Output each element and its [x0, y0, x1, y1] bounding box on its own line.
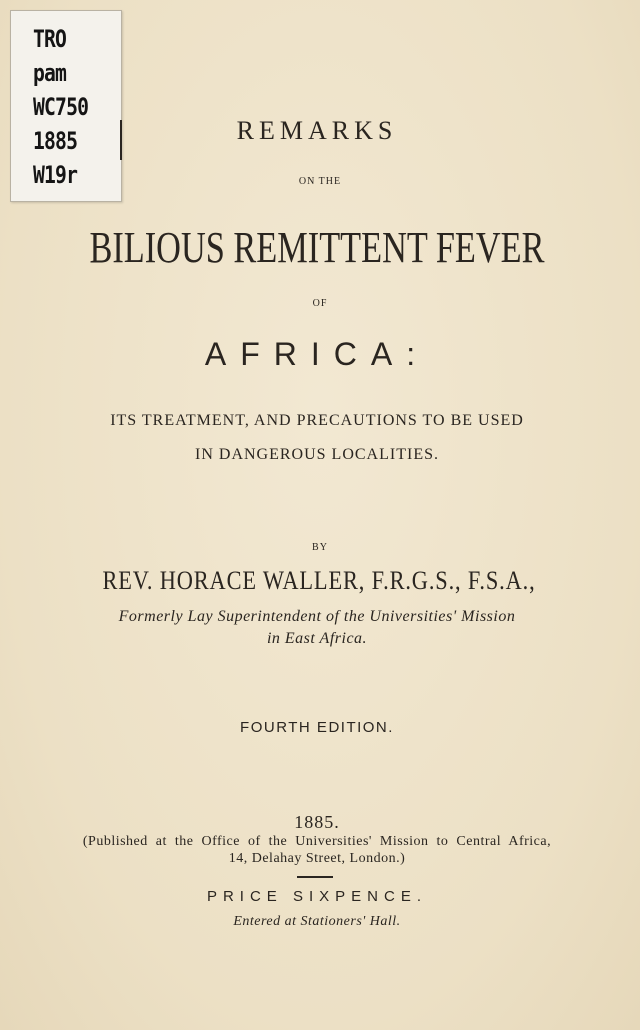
africa-heading: AFRICA: [204, 336, 430, 372]
call-number-line: TRO [33, 25, 67, 53]
remarks-heading: REMARKS [236, 116, 398, 145]
call-number-line: 1885 [33, 127, 78, 155]
call-number-line: W19r [33, 161, 78, 189]
author-name: REV. HORACE WALLER, F.R.G.S., F.S.A., [102, 566, 536, 595]
divider-rule [297, 876, 333, 878]
author-role-line-1: Formerly Lay Superintendent of the Universities' Mission [118, 608, 516, 625]
entered-text: Entered at Stationers' Hall. [233, 914, 401, 929]
library-call-number-label [10, 10, 122, 202]
on-the-text: ON THE [298, 176, 342, 187]
call-number-line: pam [33, 59, 67, 87]
of-text: OF [312, 298, 328, 309]
publisher-line-1: (Published at the Office of the Universities' Mission to Central Africa, [82, 834, 552, 849]
subtitle-line-1: ITS TREATMENT, AND PRECAUTIONS TO BE USED [110, 412, 524, 429]
edition-text: FOURTH EDITION. [240, 719, 394, 736]
author-role-line-2: in East Africa. [266, 630, 368, 647]
publication-year: 1885. [294, 812, 340, 832]
call-number-line: WC750 [33, 93, 89, 121]
price-text: PRICE SIXPENCE. [206, 888, 428, 905]
by-text: BY [312, 542, 328, 553]
subtitle-line-2: IN DANGEROUS LOCALITIES. [195, 446, 439, 463]
main-title: BILIOUS REMITTENT FEVER [89, 223, 545, 272]
publisher-line-2: 14, Delahay Street, London.) [228, 851, 406, 866]
